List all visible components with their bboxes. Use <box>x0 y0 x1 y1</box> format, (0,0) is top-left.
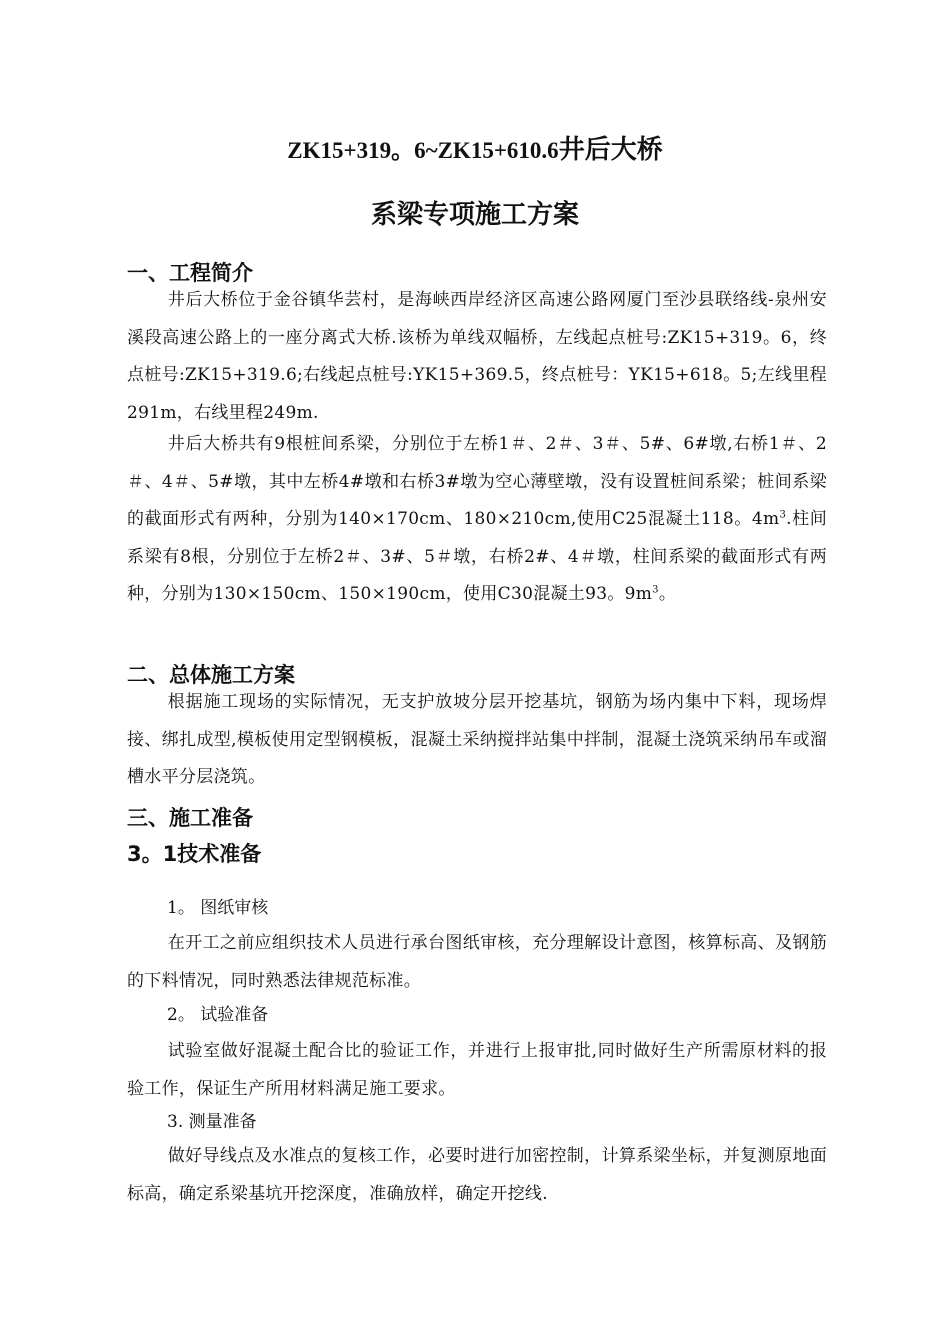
section2-paragraph: 根据施工现场的实际情况，无支护放坡分层开挖基坑，钢筋为场内集中下料，现场焊接、绑扎成型,模板使用定型钢模板，混凝土采纳搅拌站集中拌制，混凝土浇筑采纳吊车或溜槽水平分层浇筑。 <box>127 692 827 787</box>
item3-title: 3. 测量准备 <box>167 1112 257 1132</box>
document-title-line1 <box>0 132 950 169</box>
title-stake-range: ZK15+319。6~ZK15+610.6 <box>287 138 559 163</box>
section2-heading: 二、总体施工方案 <box>127 663 295 687</box>
section1-paragraph1: 井后大桥位于金谷镇华芸村，是海峡西岸经济区高速公路网厦门至沙县联络线-泉州安溪段高速公路上的一座分离式大桥.该桥为单线双幅桥，左线起点桩号:ZK15+319。6，终点桩号:ZK15+319.6;右线起点桩号:YK15+369.5，终点桩号：YK15+618。5;左线里程291m，右线里程249m. <box>127 290 827 423</box>
section3-heading: 三、施工准备 <box>127 806 253 830</box>
item1-text: 在开工之前应组织技术人员进行承台图纸审核，充分理解设计意图，核算标高、及钢筋的下料情况，同时熟悉法律规范标准。 <box>127 933 827 991</box>
section1-heading: 一、工程简介 <box>127 261 253 285</box>
item2-title: 2。 试验准备 <box>167 1005 269 1025</box>
section3-subheading: 3。1技术准备 <box>127 842 262 866</box>
document-title-line2: 系梁专项施工方案 <box>370 200 579 230</box>
item1-title: 1。 图纸审核 <box>167 898 269 918</box>
title-bridge-name: 井后大桥 <box>558 135 663 165</box>
item3-text: 做好导线点及水准点的复核工作，必要时进行加密控制，计算系梁坐标，并复测原地面标高，确定系梁基坑开挖深度，准确放样，确定开挖线. <box>127 1146 827 1204</box>
section1-paragraph2: 井后大桥共有9根桩间系梁，分别位于左桥1＃、2＃、3＃、5#、6#墩,右桥1＃、2＃、4＃、5#墩，其中左桥4#墩和右桥3#墩为空心薄壁墩，没有设置桩间系梁；桩间系梁的截面形式有两种，分别为140×170cm、180×210cm,使用C25混凝土118。$4m^3$.柱间系梁有8根，分别位于左桥2＃、3#、5＃墩，右桥2#、4＃墩，柱间系梁的截面形式有两种，分别为130×150cm、150×190cm，使用C30混凝土93。$9m^3$。 <box>127 434 827 604</box>
item2-text: 试验室做好混凝土配合比的验证工作，并进行上报审批,同时做好生产所需原材料的报验工作，保证生产所用材料满足施工要求。 <box>127 1041 827 1099</box>
